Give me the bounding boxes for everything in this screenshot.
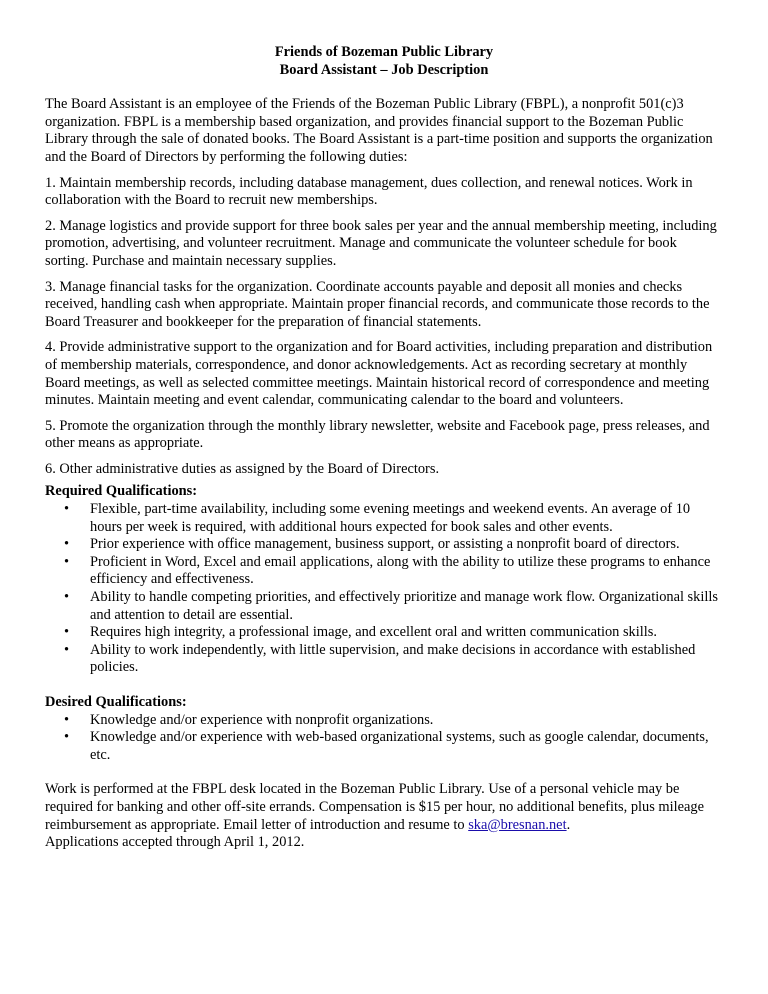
required-qualifications-list — [45, 501, 723, 677]
duty-item: 1. Maintain membership records, including database management, dues collection, and renewal notices. Work in collaboration with the Board to recruit new memberships. — [45, 174, 693, 209]
list-item: • Proficient in Word, Excel and email applications, along with the ability to utilize these programs to enhance efficiency and effectiveness. — [64, 553, 711, 588]
duty-item: 4. Provide administrative support to the organization and for Board activities, including preparation and distribution of membership materials, correspondence, and donor acknowledgements. Act as recording secretary at monthly Board meetings, as well as selected committee meetings. Maintain historical record of correspondence and meeting minutes. Maintain meeting and event calendar, communicating calendar to the board and volunteers. — [45, 339, 713, 409]
list-item: • Flexible, part-time availability, including some evening meetings and weekend events. An average of 10 hours per week is required, with additional hours expected for book sales and other events. — [64, 501, 691, 535]
bullet-icon: • — [64, 624, 70, 641]
closing-text: Work is performed at the FBPL desk located in the Bozeman Public Library. Use of a personal vehicle may be required for banking and other off-site errands. Compensation is $15 per hour, no additional benefits, plus mileage reimbursement as appropriate. Email letter of introduction and resume to — [45, 781, 704, 833]
list-item: • Ability to work independently, with little supervision, and make decisions in accordance with established policies. — [64, 641, 696, 676]
bullet-icon: • — [64, 641, 70, 658]
org-title: Friends of Bozeman Public Library — [274, 44, 494, 60]
closing-paragraph — [45, 781, 723, 851]
duty-item: 6. Other administrative duties as assigned by the Board of Directors. — [45, 460, 440, 477]
list-item: • Knowledge and/or experience with web-based organizational systems, such as google calendar, documents, etc. — [64, 729, 709, 763]
duty-item: 5. Promote the organization through the monthly library newsletter, website and Facebook page, press releases, and other means as appropriate. — [45, 417, 710, 452]
desired-qualifications-list — [45, 712, 723, 765]
list-item: • Prior experience with office management, business support, or assisting a nonprofit board of directors. — [64, 536, 680, 553]
email-link[interactable]: ska@bresnan.net — [468, 816, 567, 833]
bullet-icon: • — [64, 553, 70, 570]
required-qualifications-heading: Required Qualifications: — [45, 483, 198, 500]
desired-qualifications-heading: Desired Qualifications: — [45, 694, 187, 710]
list-item: • Ability to handle competing priorities, and effectively prioritize and manage work flow. Organizational skills and attention to detail are essential. — [64, 589, 718, 623]
application-deadline: Applications accepted through April 1, 2012. — [45, 834, 305, 851]
bullet-icon: • — [64, 501, 70, 518]
duty-item: 3. Manage financial tasks for the organization. Coordinate accounts payable and deposit all monies and checks received, handling cash when appropriate. Maintain proper financial records, and communicate those records to the Board Treasurer and bookkeeper for the preparation of financial statements. — [45, 278, 710, 330]
bullet-icon: • — [64, 536, 70, 553]
list-item: • Requires high integrity, a professional image, and excellent oral and written communication skills. — [64, 624, 657, 641]
duty-item: 2. Manage logistics and provide support for three book sales per year and the annual membership meeting, including promotion, advertising, and volunteer recruitment. Manage and communicate the volunteer schedule for book sorting. Purchase and maintain necessary supplies. — [45, 217, 717, 269]
closing-punctuation: . — [566, 816, 571, 833]
bullet-icon: • — [64, 711, 70, 728]
list-item: • Knowledge and/or experience with nonprofit organizations. — [64, 711, 434, 728]
doc-title: Board Assistant – Job Description — [279, 61, 489, 78]
bullet-icon: • — [64, 729, 70, 746]
intro-paragraph: The Board Assistant is an employee of the Friends of the Bozeman Public Library (FBPL), a nonprofit 501(c)3 organization. FBPL is a membership based organization, and provides financial support to the Bozeman Public Library through the sale of donated books. The Board Assistant is a part-time position and supports the organization and the Board of Directors by performing the following duties: — [45, 96, 713, 165]
bullet-icon: • — [64, 589, 70, 606]
document-header — [45, 44, 723, 79]
